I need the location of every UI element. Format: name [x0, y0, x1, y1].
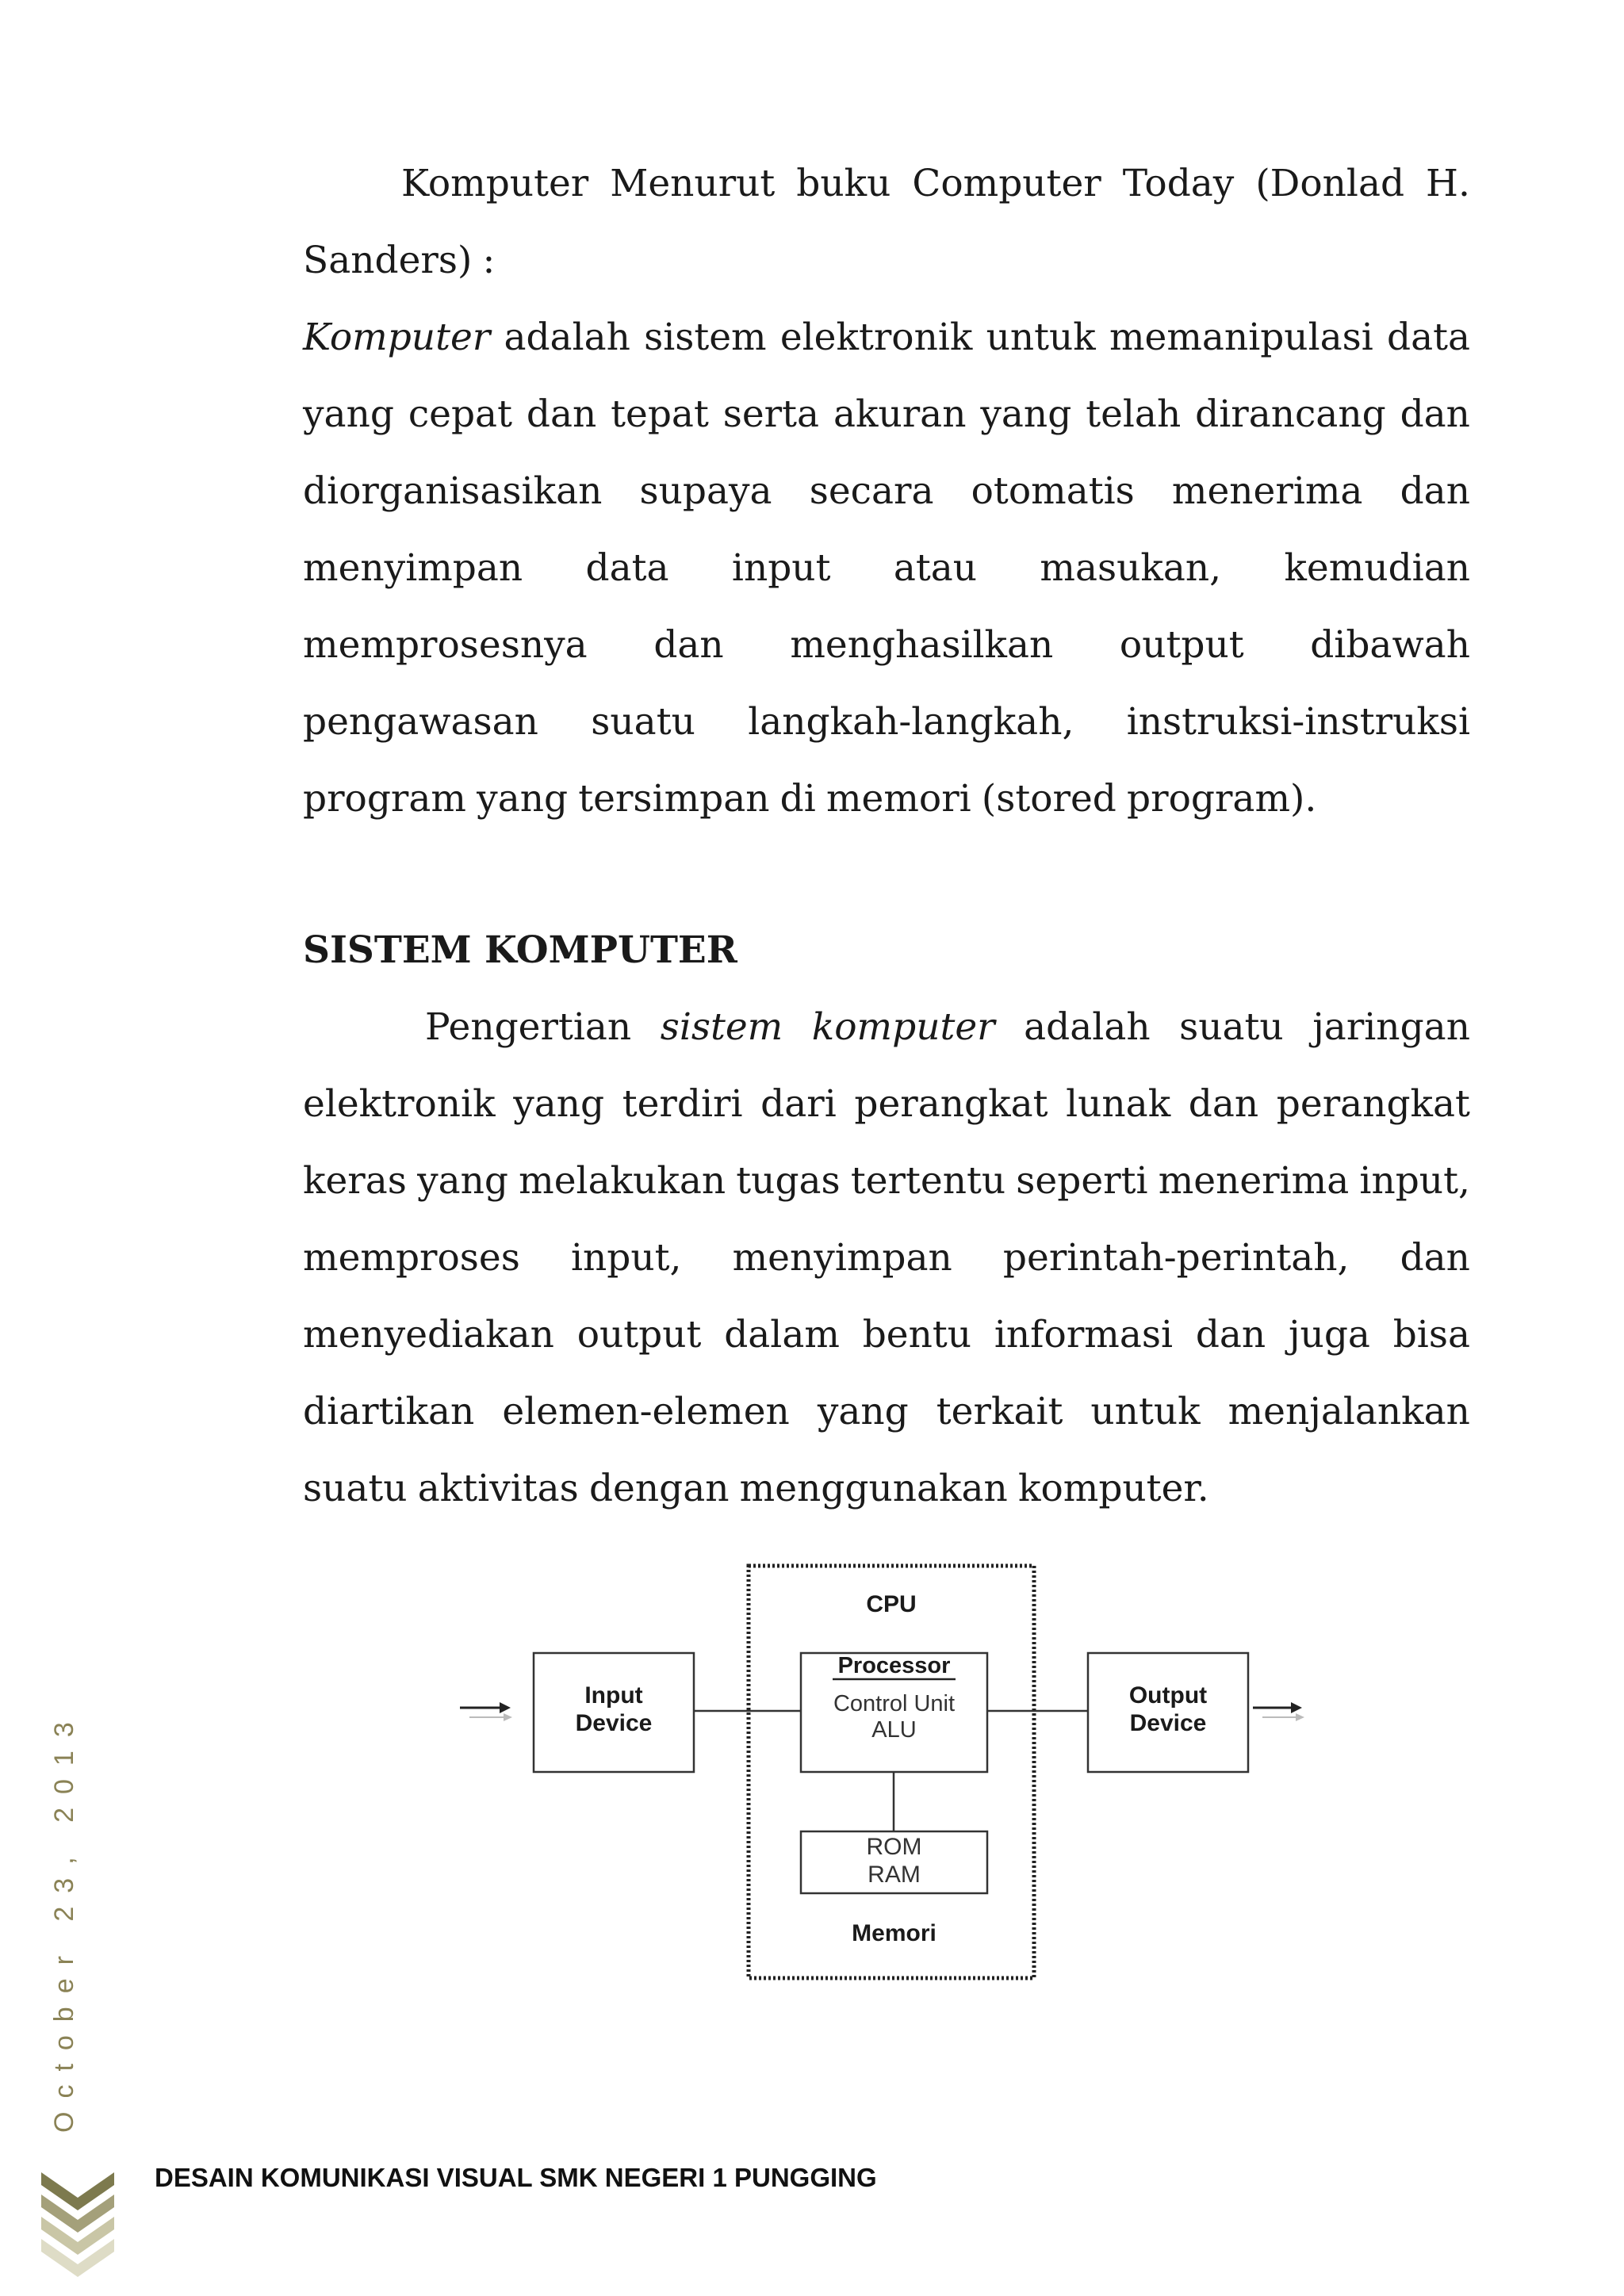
word: yang: [417, 1159, 508, 1203]
word: lunak: [1066, 1082, 1171, 1126]
word: dan: [1400, 1236, 1470, 1280]
processor-line-control-unit: Control Unit: [833, 1691, 956, 1716]
word: dan: [1400, 469, 1470, 513]
chevron-logo-icon: [41, 2172, 114, 2283]
word: seperti: [1016, 1159, 1148, 1203]
word: tertentu: [850, 1159, 1006, 1203]
word: dan: [1188, 1082, 1259, 1126]
memory-line-rom: ROM: [866, 1834, 922, 1860]
input-device-label-line1: Input: [584, 1682, 643, 1709]
emphasized-word: komputer: [811, 1005, 995, 1049]
text-line: [303, 376, 1470, 453]
word: diorganisasikan: [303, 469, 603, 513]
word: yang: [980, 392, 1072, 436]
word: dibawah: [1310, 623, 1470, 667]
word: input,: [570, 1236, 682, 1280]
output-device-label-line1: Output: [1128, 1682, 1208, 1709]
text-line: [303, 1373, 1470, 1450]
word: input: [731, 546, 831, 590]
word: yang: [477, 777, 569, 821]
word: elektronik: [303, 1082, 496, 1126]
word: Sanders): [303, 239, 473, 282]
word: adalah: [1024, 1005, 1151, 1049]
word: (Donlad: [1255, 162, 1405, 205]
word: yang: [303, 392, 394, 436]
word: kemudian: [1284, 546, 1470, 590]
paragraph-system: [303, 989, 1470, 1527]
emphasized-word: sistem: [660, 1005, 783, 1049]
word: pengawasan: [303, 700, 538, 744]
word: program: [303, 777, 466, 821]
word: Computer: [912, 162, 1101, 205]
word: menyimpan: [732, 1236, 952, 1280]
word: suatu: [1179, 1005, 1284, 1049]
text-line: [303, 1296, 1470, 1373]
processor-details: [801, 1691, 987, 1744]
text-line: [303, 989, 1470, 1066]
word: secara: [809, 469, 934, 513]
text-line: [303, 683, 1470, 760]
text-line: [303, 530, 1470, 607]
word: atau: [893, 546, 978, 590]
word: juga: [1288, 1313, 1370, 1357]
word: Komputer: [401, 162, 589, 205]
word: buku: [796, 162, 891, 205]
word: dan: [1195, 1313, 1266, 1357]
word: suatu: [591, 700, 695, 744]
incoming-arrow-icon: [460, 1702, 512, 1721]
word: aktivitas: [417, 1467, 579, 1510]
word: :: [482, 239, 496, 282]
word: elemen-elemen: [502, 1390, 790, 1433]
word: (stored: [981, 777, 1116, 821]
word: jaringan: [1312, 1005, 1470, 1049]
word: keras: [303, 1159, 407, 1203]
side-date: October 23, 2013: [49, 1709, 79, 2133]
word: dalam: [724, 1313, 840, 1357]
processor-line-alu: ALU: [871, 1717, 917, 1743]
word: informasi: [994, 1313, 1174, 1357]
outgoing-arrow-icon: [1253, 1702, 1304, 1721]
word: tersimpan: [578, 777, 770, 821]
word: terdiri: [622, 1082, 743, 1126]
word: memprosesnya: [303, 623, 588, 667]
processor-title: Processor: [837, 1653, 951, 1678]
word: data: [1386, 316, 1470, 359]
emphasized-word: Komputer: [303, 316, 491, 359]
word: akuran: [833, 392, 967, 436]
word: cepat: [408, 392, 512, 436]
word: diartikan: [303, 1390, 475, 1433]
word: perangkat: [1276, 1082, 1470, 1126]
memory-line-ram: RAM: [868, 1861, 921, 1888]
word: adalah: [504, 316, 630, 359]
input-device-label-line2: Device: [575, 1709, 653, 1736]
word: H.: [1426, 162, 1470, 205]
word: otomatis: [971, 469, 1135, 513]
text-line: [303, 145, 1470, 222]
text-line: [303, 1219, 1470, 1296]
footer-text: DESAIN KOMUNIKASI VISUAL SMK NEGERI 1 PUNGGING: [155, 2163, 877, 2192]
word: serta: [722, 392, 820, 436]
word: Menurut: [610, 162, 776, 205]
word: bisa: [1392, 1313, 1470, 1357]
word: tepat: [611, 392, 709, 436]
word: suatu: [303, 1467, 408, 1510]
output-device-label: [1088, 1682, 1248, 1737]
word: menyediakan: [303, 1313, 554, 1357]
paragraph-definition-intro: [303, 145, 1470, 299]
word: instruksi-instruksi: [1126, 700, 1470, 744]
word: supaya: [639, 469, 772, 513]
word: Pengertian: [425, 1005, 632, 1049]
word: menggunakan: [739, 1467, 1008, 1510]
word: dari: [760, 1082, 837, 1126]
input-device-label: [534, 1682, 694, 1737]
word: memanipulasi: [1109, 316, 1373, 359]
text-line: [303, 760, 1470, 837]
word: melakukan: [519, 1159, 726, 1203]
word: output: [1119, 623, 1244, 667]
word: output: [576, 1313, 702, 1357]
word: memproses: [303, 1236, 520, 1280]
word: yang: [513, 1082, 605, 1126]
word: perintah-perintah,: [1002, 1236, 1350, 1280]
word: yang: [817, 1390, 909, 1433]
word: untuk: [986, 316, 1096, 359]
section-heading: SISTEM KOMPUTER: [303, 928, 737, 972]
text-line: [303, 222, 1470, 299]
word: menerima: [1171, 469, 1363, 513]
word: data: [585, 546, 669, 590]
word: menerima: [1158, 1159, 1350, 1203]
word: dan: [653, 623, 724, 667]
text-line: [303, 1142, 1470, 1219]
paragraph-definition: [303, 299, 1470, 837]
word: input,: [1359, 1159, 1470, 1203]
word: menghasilkan: [790, 623, 1054, 667]
word: menyimpan: [303, 546, 523, 590]
text-line: [303, 1066, 1470, 1142]
text-line: [303, 453, 1470, 530]
word: dirancang: [1195, 392, 1386, 436]
word: dan: [1400, 392, 1470, 436]
word: untuk: [1090, 1390, 1201, 1433]
word: masukan,: [1040, 546, 1222, 590]
computer-system-diagram: [428, 1550, 1332, 1994]
word: elektronik: [779, 316, 973, 359]
text-line: [303, 299, 1470, 376]
word: sistem: [644, 316, 767, 359]
word: perangkat: [854, 1082, 1048, 1126]
memory-label: Memori: [852, 1920, 936, 1946]
word: program).: [1127, 777, 1317, 821]
word: memori: [825, 777, 971, 821]
word: langkah-langkah,: [748, 700, 1074, 744]
word: bentu: [862, 1313, 972, 1357]
text-line: [303, 1450, 1470, 1527]
word: Today: [1122, 162, 1235, 205]
word: komputer.: [1017, 1467, 1209, 1510]
cpu-label: CPU: [866, 1591, 917, 1617]
word: di: [779, 777, 816, 821]
word: dan: [526, 392, 597, 436]
text-line: [303, 607, 1470, 683]
word: tugas: [736, 1159, 841, 1203]
word: dengan: [588, 1467, 730, 1510]
word: menjalankan: [1228, 1390, 1470, 1433]
memory-details: [801, 1834, 987, 1888]
output-device-label-line2: Device: [1129, 1709, 1207, 1736]
word: telah: [1086, 392, 1182, 436]
word: terkait: [936, 1390, 1063, 1433]
